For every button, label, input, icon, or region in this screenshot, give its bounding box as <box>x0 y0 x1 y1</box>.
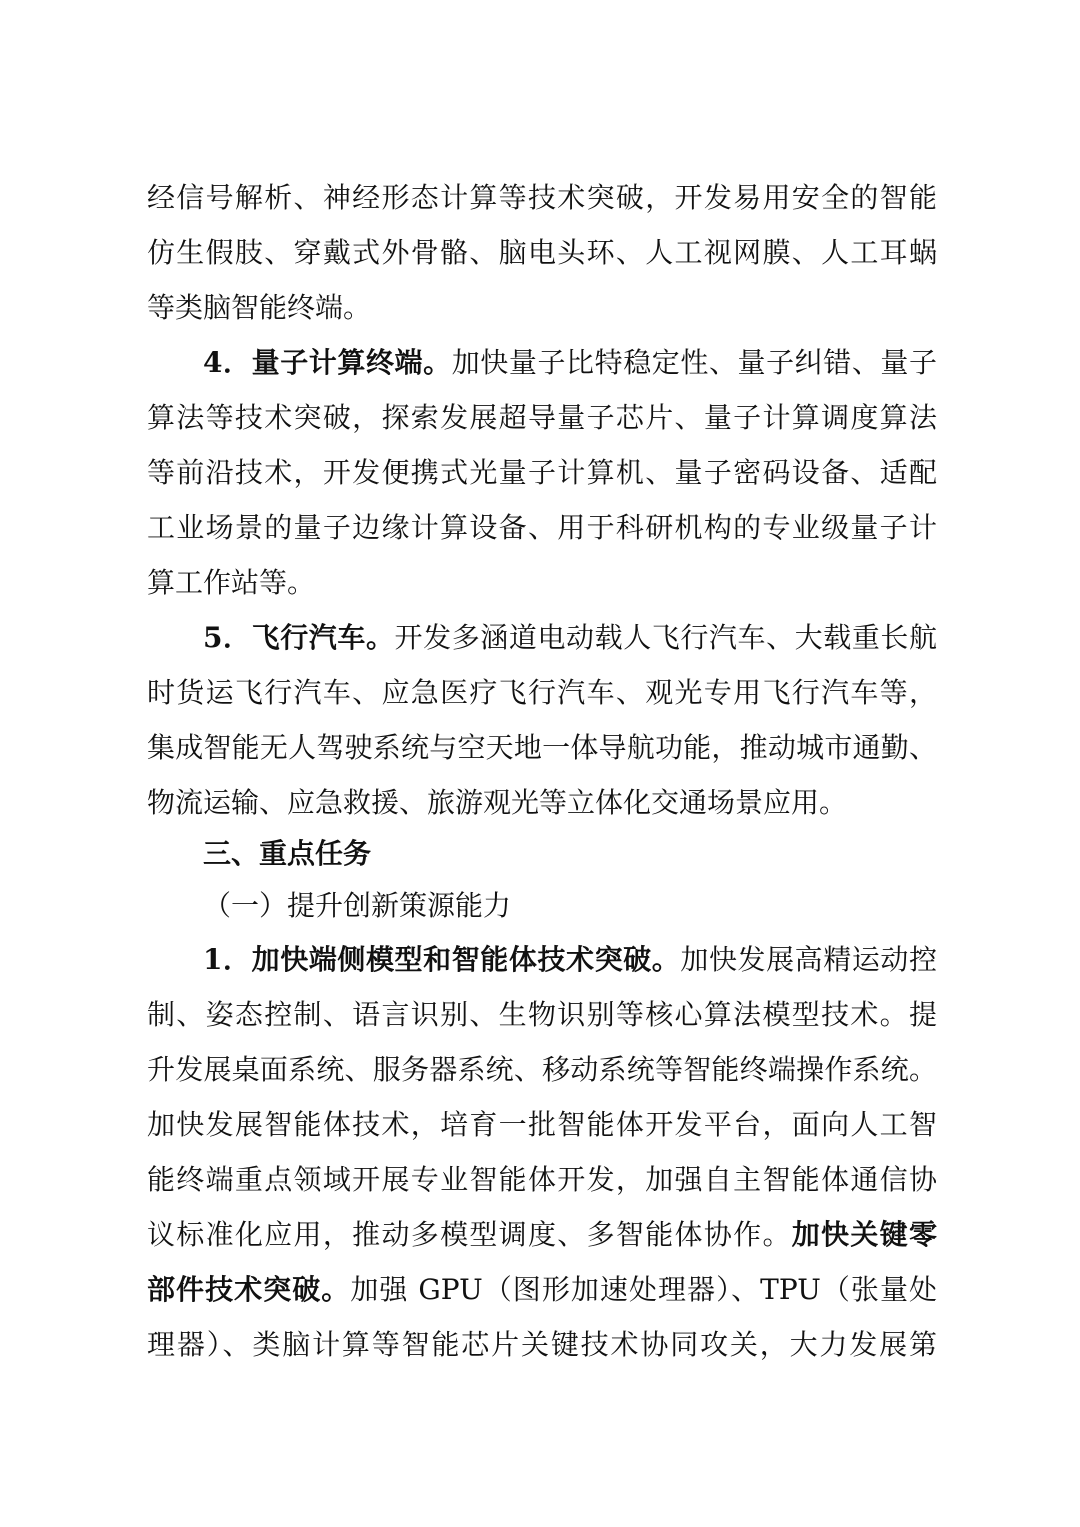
body-line-3: 等类脑智能终端。 <box>147 291 372 324</box>
body-line-21-text: 加强 GPU（图形加速处理器）、TPU（张量处 <box>350 1273 937 1306</box>
body-line-16: 制、姿态控制、语言识别、生物识别等核心算法模型技术。提 <box>147 998 937 1031</box>
body-line-2: 仿生假肢、穿戴式外骨骼、脑电头环、人工视网膜、人工耳蜗 <box>147 236 937 269</box>
body-line-20 <box>147 1208 937 1262</box>
body-line-21 <box>147 1263 937 1317</box>
item-4-title: 4．量子计算终端。 <box>203 346 452 379</box>
body-line-20-text: 议标准化应用，推动多模型调度、多智能体协作。 <box>147 1218 792 1251</box>
body-line-8: 算工作站等。 <box>147 566 316 599</box>
body-line-6: 等前沿技术，开发便携式光量子计算机、量子密码设备、适配 <box>147 456 937 489</box>
item-5-text: 开发多涵道电动载人飞行汽车、大载重长航 <box>394 621 937 654</box>
item-5-title: 5．飞行汽车。 <box>203 621 395 654</box>
component-title-start: 加快关键零 <box>791 1218 937 1251</box>
body-line-22: 理器）、类脑计算等智能芯片关键技术协同攻关，大力发展第 <box>147 1328 937 1361</box>
body-line-7: 工业场景的量子边缘计算设备、用于科研机构的专业级量子计 <box>147 511 937 544</box>
task-1-text: 加快发展高精运动控 <box>680 943 938 976</box>
component-title-end: 部件技术突破。 <box>147 1273 351 1306</box>
body-line-10: 时货运飞行汽车、应急医疗飞行汽车、观光专用飞行汽车等， <box>147 676 937 709</box>
body-line-12: 物流运输、应急救援、旅游观光等立体化交通场景应用。 <box>147 786 848 819</box>
item-5-line-1 <box>203 611 937 665</box>
body-line-5: 算法等技术突破，探索发展超导量子芯片、量子计算调度算法 <box>147 401 937 434</box>
item-4-text: 加快量子比特稳定性、量子纠错、量子 <box>451 346 938 379</box>
subsection-heading: （一）提升创新策源能力 <box>203 889 512 922</box>
item-4-line-1 <box>203 336 937 390</box>
task-1-title: 1．加快端侧模型和智能体技术突破。 <box>203 943 681 976</box>
body-line-17: 升发展桌面系统、服务器系统、移动系统等智能终端操作系统。 <box>147 1053 937 1086</box>
section-heading: 三、重点任务 <box>203 837 372 870</box>
body-line-11: 集成智能无人驾驶系统与空天地一体导航功能，推动城市通勤、 <box>147 731 937 764</box>
body-line-19: 能终端重点领域开展专业智能体开发，加强自主智能体通信协 <box>147 1163 937 1196</box>
task-1-line-1 <box>203 933 937 987</box>
body-line-1: 经信号解析、神经形态计算等技术突破，开发易用安全的智能 <box>147 181 937 214</box>
body-line-18: 加快发展智能体技术，培育一批智能体开发平台，面向人工智 <box>147 1108 937 1141</box>
